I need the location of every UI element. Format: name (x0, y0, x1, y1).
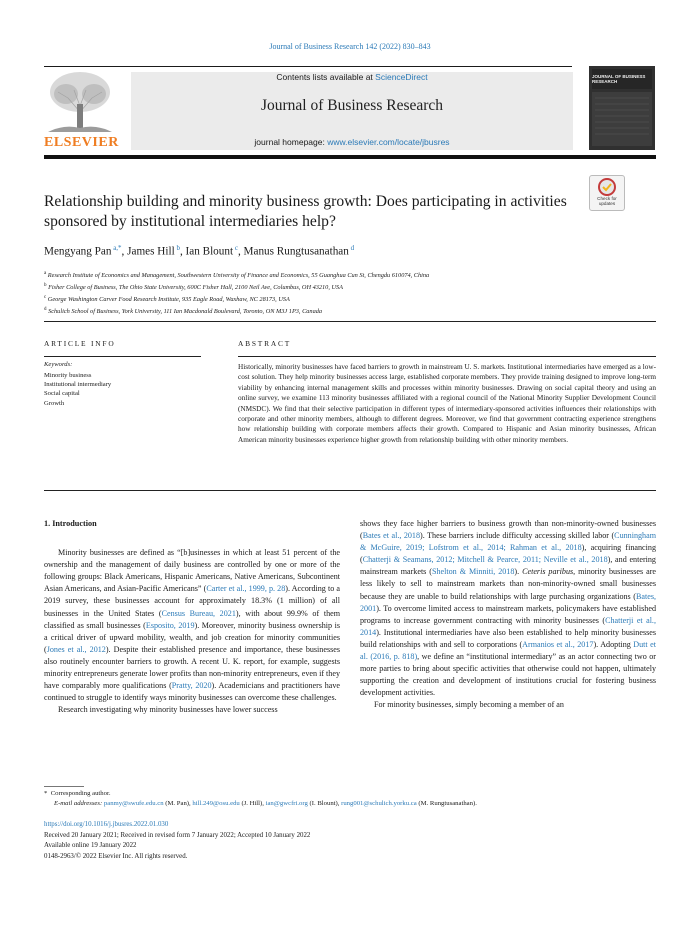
sciencedirect-link[interactable]: ScienceDirect (375, 72, 428, 82)
paragraph-text: shows they face higher barriers to business growth than non-minority-owned businesses ( (360, 519, 656, 541)
paragraph-text: ), acquiring financing ( (360, 543, 656, 565)
citation-link[interactable]: Shelton & Minniti, 2018 (432, 567, 515, 577)
abstract-text: Historically, minority businesses have faced barriers to growth in mainstream U. S. markets. Institutional intermediaries have emerged as a low-cost solution. They help minority businesses access large, established corporate members. They provide training designed to improve long-term viability by enhancing internal management skills and processes within minority businesses. Drawing on social capital theory and using an online survey, we examine 113 minority businesses affiliated with a regional council of the National Minority Supplier Development Council (NMSDC). We find that their selective participation in different types of intermediary-sponsored activities influences their relationships with corporate and other minority members, although to different degrees. Moreover, we find that government contracting experience strengthens how relationship building with corporate members affects their growth. Compared to Hispanic and Asian minority businesses, African American minority businesses experience higher growth from relationship building with other minority members. (238, 363, 656, 444)
cover-title: JOURNAL OF BUSINESS RESEARCH (592, 74, 646, 84)
abstract-bottom-rule (44, 490, 656, 491)
paragraph-text: Minority businesses are defined as “[b]usinesses in which at least 51 percent of the ownership and the management of daily business are controlled by one or more of the following groups: Black Americans, Hispanic Americans, Native Americans, Subcontinent Asian Americans, and Asian-Pacific Americans” ( (44, 548, 340, 594)
paragraph-text: ). (514, 567, 523, 577)
footnotes (44, 789, 664, 810)
affiliation-item (44, 269, 654, 281)
keyword-item: Social capital (44, 390, 80, 398)
paragraph-text: ). To overcome limited access to mainstream markets, policymakers have established programs to increase government contracting with minority businesses ( (360, 603, 656, 625)
paragraph-text: ). Moreover, minority business ownership is a critical driver of upward mobility, wealth, and job creation for minority communities ( (44, 620, 340, 654)
paragraph-text: ). These barriers include difficulty accessing skilled labor ( (420, 531, 615, 541)
body-paragraph (360, 518, 656, 699)
article-info-rule (44, 356, 201, 357)
paragraph-text: ). Despite their established presence and importance, these businesses also routinely encounter barriers to growth. A recent U. K. report, for example, suggests minority entrepreneurs generate lower profits than non-minority entrepreneurs, even if they have comparably more qualifications ( (44, 644, 340, 691)
received-dates: Received 20 January 2021; Received in revised form 7 January 2022; Accepted 10 January 2022 (44, 831, 311, 839)
author-name: Mengyang Pan (44, 245, 112, 258)
body-column-left (44, 518, 340, 716)
affiliation-mark: c (44, 295, 47, 301)
email-link[interactable]: ian@gwcfri.org (265, 800, 308, 808)
journal-name: Journal of Business Research (260, 97, 444, 114)
affiliation-item (44, 281, 654, 293)
author-affiliation-mark[interactable]: b (174, 244, 180, 252)
author-affiliation-mark[interactable]: a,* (111, 244, 122, 252)
copyright: 0148-2963/© 2022 Elsevier Inc. All rights reserved. (44, 852, 188, 860)
affiliation-mark: b (44, 283, 47, 289)
author-separator: , (179, 245, 186, 258)
body-paragraph: Research investigating why minority businesses have lower success (58, 705, 278, 715)
paragraph-text: ), with about 99.9% of them classified as small businesses ( (44, 608, 340, 630)
keyword-list (44, 371, 111, 409)
italic-text: Ceteris paribus (522, 567, 574, 577)
body-paragraph (44, 547, 340, 704)
affiliation-text: George Washington Carver Food Research Institute, 935 Eagle Road, Waxhaw, NC 28173, USA (46, 296, 290, 304)
body-paragraph: For minority businesses, simply becoming a member of an (374, 700, 564, 710)
citation-link[interactable]: Bates, 2001 (360, 591, 656, 613)
journal-homepage-line (131, 137, 573, 147)
info-top-rule (44, 321, 656, 322)
citation-link[interactable]: Carter et al., 1999, p. 28 (206, 584, 286, 594)
author-name: James Hill (127, 245, 175, 258)
keyword-item: Minority business (44, 371, 92, 379)
section-heading: 1. Introduction (44, 519, 97, 528)
paragraph-text: , we define an “institutional intermediary” as an actor connecting two or more parties to bring about specific activities that otherwise could not happen, ultimately supporting the creation and development of institutions crucial for fostering business development activities. (360, 652, 656, 698)
citation-link[interactable]: Jones et al., 2012 (46, 644, 106, 654)
email-label: E-mail addresses: (54, 800, 104, 808)
citation-link[interactable]: Pratty, 2020 (171, 681, 212, 691)
email-owner: (I. Blount), (307, 800, 342, 808)
email-owner: (J. Hill), (239, 800, 266, 808)
author-affiliation-mark[interactable]: c (233, 244, 238, 252)
contents-line (131, 72, 573, 82)
footnote-rule (44, 786, 84, 787)
corresponding-mark: * (44, 790, 48, 797)
affiliation-item (44, 293, 654, 305)
author-separator: , (121, 245, 128, 258)
author-list (44, 244, 644, 258)
check-updates-label: Check for updates (597, 196, 617, 206)
citation-link[interactable]: Chatterji et al., 2014 (360, 615, 656, 637)
citation-link[interactable]: Armanios et al., 2017 (522, 639, 594, 649)
abstract-heading: ABSTRACT (238, 339, 292, 348)
citation-link[interactable]: Esposito, 2019 (145, 620, 195, 630)
author-affiliation-mark[interactable]: d (348, 244, 355, 252)
paragraph-text: ). Academicians and practitioners have continued to struggle to identify ways minority businesses can overcome these challenges. (44, 681, 340, 703)
citation-link[interactable]: Chatterji & Seamans, 2012; Mitchell & Pearce, 2011; Neville et al., 2018 (362, 555, 608, 565)
paragraph-text: ). According to a 2019 survey, these businesses account for approximately 18.3% (1 million) of all businesses in the United States ( (44, 584, 340, 618)
corresponding-author-note (44, 789, 664, 799)
available-online: Available online 19 January 2022 (44, 842, 137, 849)
author-name: Ian Blount (185, 245, 234, 258)
affiliation-item (44, 305, 654, 317)
header-bottom-rule (44, 155, 656, 159)
corresponding-label: Corresponding author. (50, 790, 111, 797)
article-title: Relationship building and minority business growth: Does participating in activities sponsored by institutional intermediaries help? (44, 193, 567, 230)
citation-link[interactable]: Bates et al., 2018 (362, 531, 421, 541)
paragraph-text: ), and entering mainstream markets ( (360, 555, 656, 577)
affiliation-text: Research Institute of Economics and Management, Southwestern University of Finance and Economics, 55 Guanghua Cun St, Chengdu 610074, China (46, 272, 430, 280)
affiliation-mark: d (44, 307, 47, 313)
paragraph-text: , minority businesses are less likely to sell to mainstream markets than non-minority-owned small businesses because they are unable to build relationships with large purchasing organizations ( (360, 567, 656, 601)
citation-link[interactable]: Dutt et al. (2016, p. 818) (360, 639, 656, 662)
email-line (44, 799, 664, 809)
keywords-label: Keywords: (44, 361, 73, 368)
author-separator: , (237, 245, 244, 258)
paragraph-text: ). Institutional intermediaries have also been established to help minority businesses build relationships with and sell to corporations ( (360, 627, 656, 649)
author-name: Manus Rungtusanathan (243, 245, 349, 258)
journal-citation-link[interactable]: Journal of Business Research 142 (2022) 830–843 (269, 42, 431, 51)
header-top-rule (44, 66, 572, 67)
affiliation-list (44, 269, 654, 317)
homepage-prefix: journal homepage: (254, 137, 328, 147)
email-link[interactable]: hill.249@osu.edu (192, 800, 240, 808)
doi-link[interactable]: https://doi.org/10.1016/j.jbusres.2022.01.030 (44, 821, 169, 828)
article-info-heading: ARTICLE INFO (44, 339, 116, 348)
journal-homepage-link[interactable]: www.elsevier.com/locate/jbusres (327, 137, 450, 147)
paragraph-text: ). Adopting (593, 639, 634, 649)
email-owner: (M. Pan), (163, 800, 193, 808)
keyword-item: Institutional intermediary (44, 380, 112, 388)
email-link[interactable]: panmy@swufe.edu.cn (103, 800, 164, 808)
check-updates-icon (590, 176, 624, 198)
email-link[interactable]: rung001@schulich.yorku.ca (341, 800, 417, 808)
email-owner: (M. Rungtusanathan). (416, 800, 477, 808)
keyword-item: Growth (44, 399, 65, 407)
publisher-logo-text: ELSEVIER (44, 135, 119, 150)
citation-link[interactable]: Census Bureau, 2021 (161, 608, 236, 618)
tree-logo-icon (44, 68, 116, 134)
publication-info (44, 820, 444, 862)
citation-link[interactable]: Cunningham & McGuire, 2019; Lofstrom et al., 2014; Rahman et al., 2018 (360, 531, 656, 553)
affiliation-mark: a (44, 271, 47, 276)
affiliation-text: Schulich School of Business, York University, 111 Ian Macdonald Boulevard, Toronto, ON M3J 1P3, Canada (46, 308, 323, 316)
affiliation-text: Fisher College of Business, The Ohio State University, 600C Fisher Hall, 2100 Neil Ave, Columbus, OH 43210, USA (46, 284, 344, 292)
body-column-right (360, 518, 656, 712)
abstract-rule (238, 356, 656, 357)
contents-prefix: Contents lists available at (276, 72, 376, 82)
